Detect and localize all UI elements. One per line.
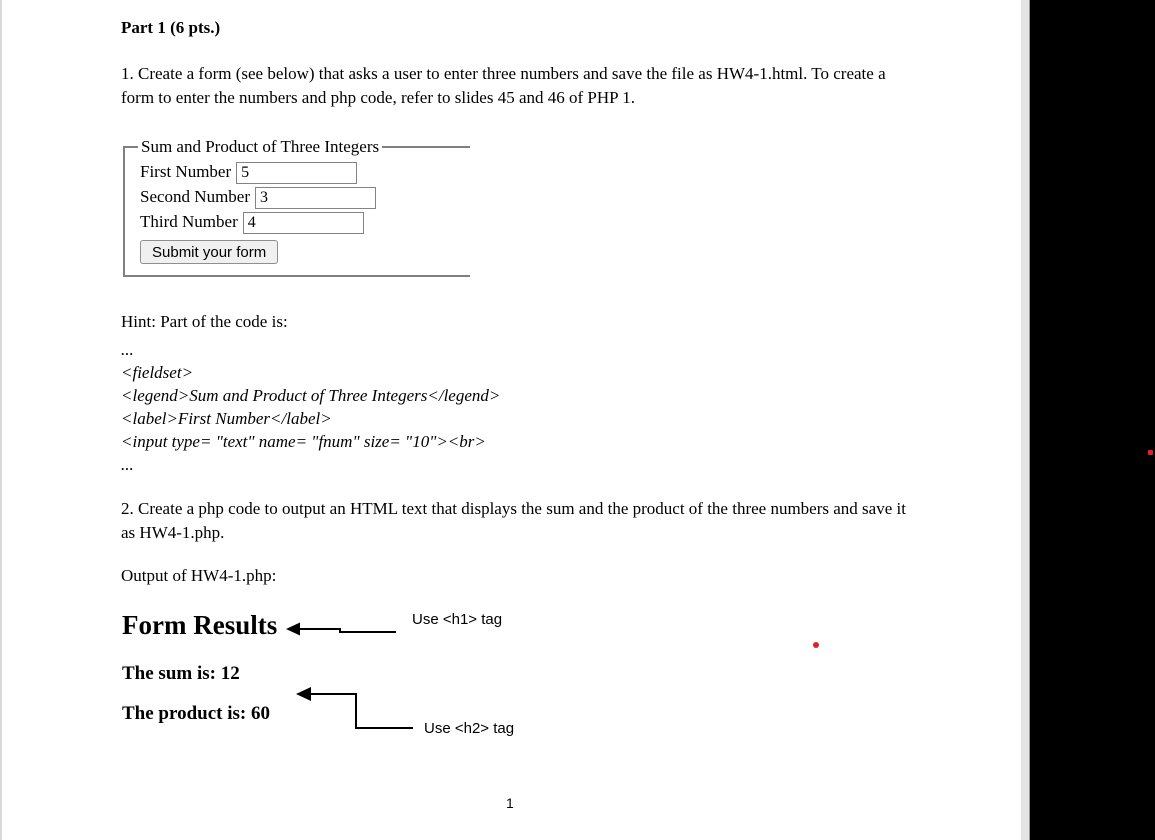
code-line: <legend>Sum and Product of Three Integers</legend>: [121, 386, 501, 405]
sum-text: The sum is: 12: [122, 663, 240, 684]
code-snippet: [121, 338, 500, 476]
h2-note-label: Use <h2> tag: [424, 720, 515, 737]
instruction-2: 2. Create a php code to output an HTML text that displays the sum and the product of the three numbers and save it as HW4-1.php.: [121, 499, 906, 542]
output-caption: Output of HW4-1.php:: [121, 566, 277, 585]
viewer-background: [1030, 0, 1155, 840]
first-number-input[interactable]: [236, 162, 357, 184]
submit-form-button[interactable]: Submit your form: [140, 240, 278, 264]
form-field-row: [140, 212, 470, 237]
second-number-label: Second Number: [140, 187, 251, 206]
page-number: 1: [506, 795, 514, 811]
second-number-input[interactable]: [255, 187, 376, 209]
third-number-input[interactable]: [243, 212, 364, 234]
code-line: ...: [121, 455, 134, 474]
form-preview: [123, 137, 470, 277]
first-number-label: First Number: [140, 162, 232, 181]
product-text: The product is: 60: [122, 703, 270, 724]
form-field-row: [140, 187, 470, 212]
part1-title: Part 1 (6 pts.): [121, 18, 221, 37]
code-line: <label>First Number</label>: [121, 409, 332, 428]
page-right-gutter: [1021, 0, 1030, 840]
window-left-edge: [0, 0, 2, 840]
form-results-heading: Form Results: [122, 610, 278, 640]
code-line: ...: [121, 340, 134, 359]
h1-note-label: Use <h1> tag: [412, 611, 503, 628]
form-field-row: [140, 162, 470, 187]
h2-annotation-arrow: [292, 683, 420, 735]
h1-annotation-arrow: [283, 619, 403, 641]
form-legend: Sum and Product of Three Integers: [138, 137, 382, 157]
red-edge-dot: [1148, 450, 1153, 455]
code-line: <input type= "text" name= "fnum" size= "10"><br>: [121, 432, 486, 451]
hint-intro: Hint: Part of the code is:: [121, 312, 288, 331]
code-line: <fieldset>: [121, 363, 194, 382]
third-number-label: Third Number: [140, 212, 238, 231]
instruction-1: 1. Create a form (see below) that asks a user to enter three numbers and save the file as HW4-1.html. To create a form to enter the numbers and php code, refer to slides 45 and 46 of PHP 1.: [121, 64, 886, 107]
red-annotation-dot: [813, 642, 819, 648]
